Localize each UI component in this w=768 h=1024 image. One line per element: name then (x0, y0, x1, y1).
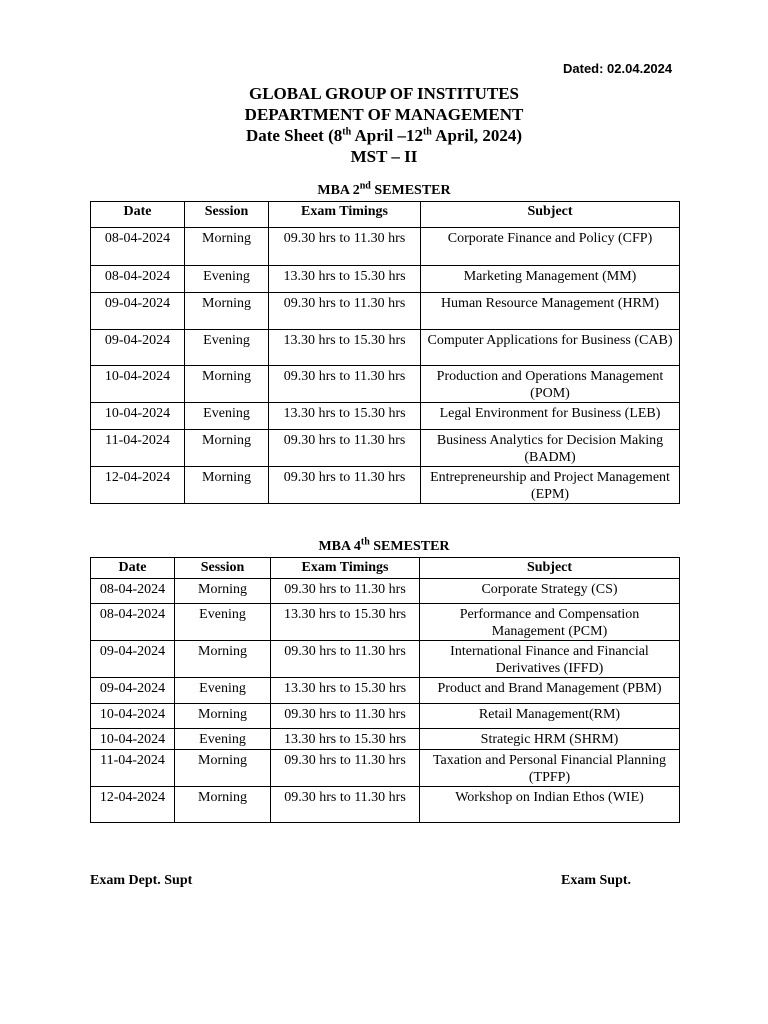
table-row (91, 330, 680, 366)
semester-2-sup: nd (359, 180, 371, 192)
col-header-date: Date (91, 558, 175, 579)
cell-subject: Entrepreneurship and Project Management (EPM) (421, 467, 680, 504)
cell-session: Morning (175, 787, 271, 823)
col-header-subject: Subject (421, 202, 680, 228)
cell-timing: 09.30 hrs to 11.30 hrs (271, 750, 420, 787)
cell-date: 10-04-2024 (91, 704, 175, 729)
table-row (91, 729, 680, 750)
cell-timing: 09.30 hrs to 11.30 hrs (269, 293, 421, 330)
cell-subject: Taxation and Personal Financial Planning (TPFP) (420, 750, 680, 787)
cell-session: Evening (185, 330, 269, 366)
department-name: DEPARTMENT OF MANAGEMENT (244, 105, 524, 124)
cell-timing: 13.30 hrs to 15.30 hrs (269, 330, 421, 366)
col-header-timings: Exam Timings (269, 202, 421, 228)
semester-4-prefix: MBA 4 (318, 539, 361, 554)
cell-session: Evening (175, 729, 271, 750)
datesheet-sup-end: th (422, 126, 432, 138)
cell-subject: Performance and Compensation Management (PCM) (420, 604, 680, 641)
semester-4-table (90, 557, 680, 823)
cell-subject: Business Analytics for Decision Making (BADM) (421, 430, 680, 467)
cell-date: 09-04-2024 (91, 641, 175, 678)
semester-2-rows (91, 228, 680, 504)
cell-timing: 09.30 hrs to 11.30 hrs (271, 704, 420, 729)
semester-4-sup: th (360, 536, 370, 548)
cell-subject: Production and Operations Management (POM) (421, 366, 680, 403)
cell-date: 09-04-2024 (91, 678, 175, 704)
cell-timing: 09.30 hrs to 11.30 hrs (271, 579, 420, 604)
table-header-row (91, 558, 680, 579)
table-row (91, 579, 680, 604)
datesheet-sup-start: th (342, 126, 352, 138)
table-row (91, 678, 680, 704)
table-row (91, 430, 680, 467)
cell-date: 09-04-2024 (91, 293, 185, 330)
cell-timing: 09.30 hrs to 11.30 hrs (269, 366, 421, 403)
cell-timing: 09.30 hrs to 11.30 hrs (271, 641, 420, 678)
table-row (91, 403, 680, 430)
table-row (91, 604, 680, 641)
cell-date: 10-04-2024 (91, 403, 185, 430)
col-header-session: Session (175, 558, 271, 579)
datesheet-title (0, 125, 768, 146)
semester-2-title (0, 180, 768, 199)
cell-date: 08-04-2024 (91, 604, 175, 641)
semester-2-table (90, 201, 680, 504)
semester-2-suffix: SEMESTER (370, 183, 451, 198)
cell-subject: Product and Brand Management (PBM) (420, 678, 680, 704)
cell-timing: 13.30 hrs to 15.30 hrs (269, 266, 421, 293)
cell-date: 08-04-2024 (91, 579, 175, 604)
cell-timing: 13.30 hrs to 15.30 hrs (271, 729, 420, 750)
table-header-row (91, 202, 680, 228)
cell-date: 11-04-2024 (91, 430, 185, 467)
cell-date: 12-04-2024 (91, 467, 185, 504)
semester-4-suffix: SEMESTER (369, 539, 450, 554)
cell-date: 12-04-2024 (91, 787, 175, 823)
cell-session: Morning (185, 293, 269, 330)
institute-name: GLOBAL GROUP OF INSTITUTES (248, 84, 520, 103)
table-row (91, 293, 680, 330)
cell-session: Evening (175, 604, 271, 641)
cell-timing: 13.30 hrs to 15.30 hrs (271, 678, 420, 704)
exam-name: MST – II (350, 147, 418, 166)
cell-timing: 13.30 hrs to 15.30 hrs (271, 604, 420, 641)
col-header-date: Date (91, 202, 185, 228)
cell-date: 11-04-2024 (91, 750, 175, 787)
cell-subject: Workshop on Indian Ethos (WIE) (420, 787, 680, 823)
cell-timing: 09.30 hrs to 11.30 hrs (269, 467, 421, 504)
signature-exam-supt: Exam Supt. (561, 873, 632, 888)
cell-timing: 09.30 hrs to 11.30 hrs (269, 430, 421, 467)
cell-session: Morning (175, 641, 271, 678)
cell-session: Morning (185, 430, 269, 467)
cell-date: 08-04-2024 (91, 266, 185, 293)
table-row (91, 787, 680, 823)
col-header-timings: Exam Timings (271, 558, 420, 579)
table-row (91, 467, 680, 504)
semester-4-title (0, 536, 768, 555)
datesheet-prefix: Date Sheet (8 (245, 126, 343, 145)
table-row (91, 266, 680, 293)
cell-session: Morning (185, 467, 269, 504)
col-header-subject: Subject (420, 558, 680, 579)
table-row (91, 641, 680, 678)
table-row (91, 704, 680, 729)
cell-timing: 09.30 hrs to 11.30 hrs (269, 228, 421, 266)
cell-session: Evening (185, 403, 269, 430)
table-row (91, 750, 680, 787)
cell-session: Evening (175, 678, 271, 704)
cell-subject: Retail Management(RM) (420, 704, 680, 729)
cell-subject: Corporate Strategy (CS) (420, 579, 680, 604)
cell-session: Morning (175, 704, 271, 729)
datesheet-mid: April –12 (351, 126, 423, 145)
cell-subject: Marketing Management (MM) (421, 266, 680, 293)
cell-subject: International Finance and Financial Derivatives (IFFD) (420, 641, 680, 678)
cell-timing: 13.30 hrs to 15.30 hrs (269, 403, 421, 430)
cell-session: Morning (175, 750, 271, 787)
semester-2-prefix: MBA 2 (317, 183, 360, 198)
cell-date: 09-04-2024 (91, 330, 185, 366)
table-row (91, 228, 680, 266)
cell-session: Morning (185, 366, 269, 403)
semester-4-rows (91, 579, 680, 823)
cell-date: 10-04-2024 (91, 366, 185, 403)
cell-date: 08-04-2024 (91, 228, 185, 266)
cell-subject: Computer Applications for Business (CAB) (421, 330, 680, 366)
cell-subject: Corporate Finance and Policy (CFP) (421, 228, 680, 266)
cell-date: 10-04-2024 (91, 729, 175, 750)
cell-session: Morning (185, 228, 269, 266)
signature-exam-dept-supt: Exam Dept. Supt (90, 873, 193, 888)
cell-subject: Strategic HRM (SHRM) (420, 729, 680, 750)
datesheet-suffix: April, 2024) (431, 126, 523, 145)
cell-session: Morning (175, 579, 271, 604)
col-header-session: Session (185, 202, 269, 228)
cell-subject: Legal Environment for Business (LEB) (421, 403, 680, 430)
cell-timing: 09.30 hrs to 11.30 hrs (271, 787, 420, 823)
dated-label: Dated: 02.04.2024 (563, 61, 673, 76)
table-row (91, 366, 680, 403)
cell-subject: Human Resource Management (HRM) (421, 293, 680, 330)
cell-session: Evening (185, 266, 269, 293)
